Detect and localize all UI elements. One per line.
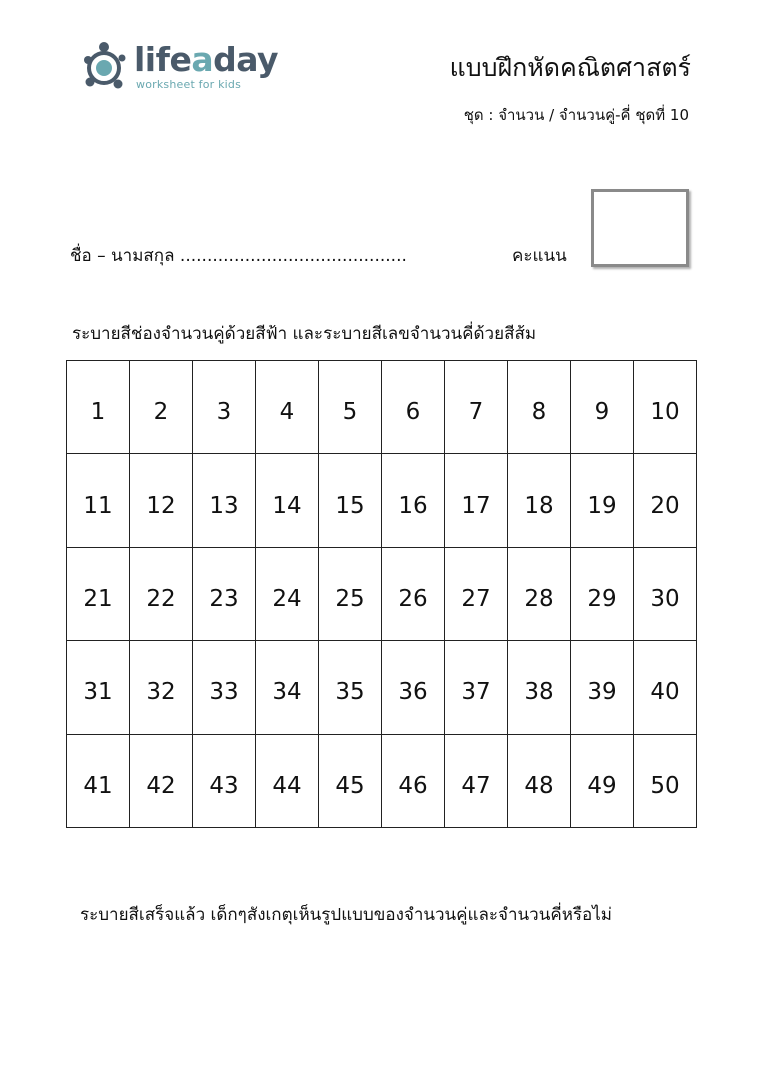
number-cell: 1: [67, 361, 130, 454]
number-cell: 50: [634, 734, 697, 827]
student-name-line: [70, 242, 407, 269]
number-cell: 4: [256, 361, 319, 454]
number-cell: 40: [634, 641, 697, 734]
logo-tagline: worksheet for kids: [136, 78, 242, 91]
number-cell: 37: [445, 641, 508, 734]
number-cell: 11: [67, 454, 130, 547]
number-cell: 7: [445, 361, 508, 454]
number-cell: 47: [445, 734, 508, 827]
score-box: [591, 189, 689, 267]
worksheet-set-info: ชุด : จำนวน / จำนวนคู่-คี่ ชุดที่ 10: [463, 106, 689, 124]
number-cell: 16: [382, 454, 445, 547]
number-cell: 29: [571, 547, 634, 640]
number-cell: 30: [634, 547, 697, 640]
number-cell: 45: [319, 734, 382, 827]
number-cell: 18: [508, 454, 571, 547]
grid-row: [67, 547, 697, 640]
number-cell: 9: [571, 361, 634, 454]
number-cell: 38: [508, 641, 571, 734]
number-cell: 3: [193, 361, 256, 454]
grid-row: [67, 641, 697, 734]
logo-word-part: life: [134, 40, 192, 79]
score-label: คะแนน: [512, 246, 567, 266]
number-cell: 39: [571, 641, 634, 734]
logo-word-part: day: [213, 40, 279, 79]
number-cell: 21: [67, 547, 130, 640]
grid-row: [67, 734, 697, 827]
number-cell: 12: [130, 454, 193, 547]
grid-row: [67, 454, 697, 547]
reflection-question: ระบายสีเสร็จแล้ว เด็กๆสังเกตุเห็นรูปแบบของจำนวนคู่และจำนวนคี่หรือไม่: [80, 905, 613, 925]
grid-row: [67, 361, 697, 454]
number-cell: 41: [67, 734, 130, 827]
instruction-text: ระบายสีช่องจำนวนคู่ด้วยสีฟ้า และระบายสีเลขจำนวนคี่ด้วยสีส้ม: [72, 324, 537, 344]
number-cell: 13: [193, 454, 256, 547]
number-cell: 49: [571, 734, 634, 827]
number-cell: 35: [319, 641, 382, 734]
worksheet-title: แบบฝึกหัดคณิตศาสตร์: [449, 53, 691, 82]
number-cell: 42: [130, 734, 193, 827]
number-cell: 28: [508, 547, 571, 640]
name-label: ชื่อ – นามสกุล: [70, 246, 180, 266]
number-cell: 20: [634, 454, 697, 547]
number-cell: 31: [67, 641, 130, 734]
number-cell: 8: [508, 361, 571, 454]
number-cell: 17: [445, 454, 508, 547]
number-cell: 36: [382, 641, 445, 734]
number-cell: 34: [256, 641, 319, 734]
number-cell: 27: [445, 547, 508, 640]
number-cell: 19: [571, 454, 634, 547]
number-cell: 6: [382, 361, 445, 454]
number-cell: 32: [130, 641, 193, 734]
number-cell: 25: [319, 547, 382, 640]
number-cell: 22: [130, 547, 193, 640]
number-cell: 43: [193, 734, 256, 827]
number-cell: 46: [382, 734, 445, 827]
number-cell: 24: [256, 547, 319, 640]
lifeaday-logo: [80, 38, 280, 98]
name-blank: ..........................................: [179, 246, 407, 266]
logo-wordmark: [134, 40, 278, 80]
number-cell: 14: [256, 454, 319, 547]
number-grid: [66, 360, 697, 828]
logo-word-accent: a: [191, 40, 214, 79]
number-cell: 5: [319, 361, 382, 454]
number-cell: 15: [319, 454, 382, 547]
number-cell: 10: [634, 361, 697, 454]
number-cell: 2: [130, 361, 193, 454]
number-cell: 26: [382, 547, 445, 640]
number-cell: 23: [193, 547, 256, 640]
number-cell: 44: [256, 734, 319, 827]
number-cell: 48: [508, 734, 571, 827]
number-cell: 33: [193, 641, 256, 734]
molecule-logo-icon: [80, 38, 132, 94]
